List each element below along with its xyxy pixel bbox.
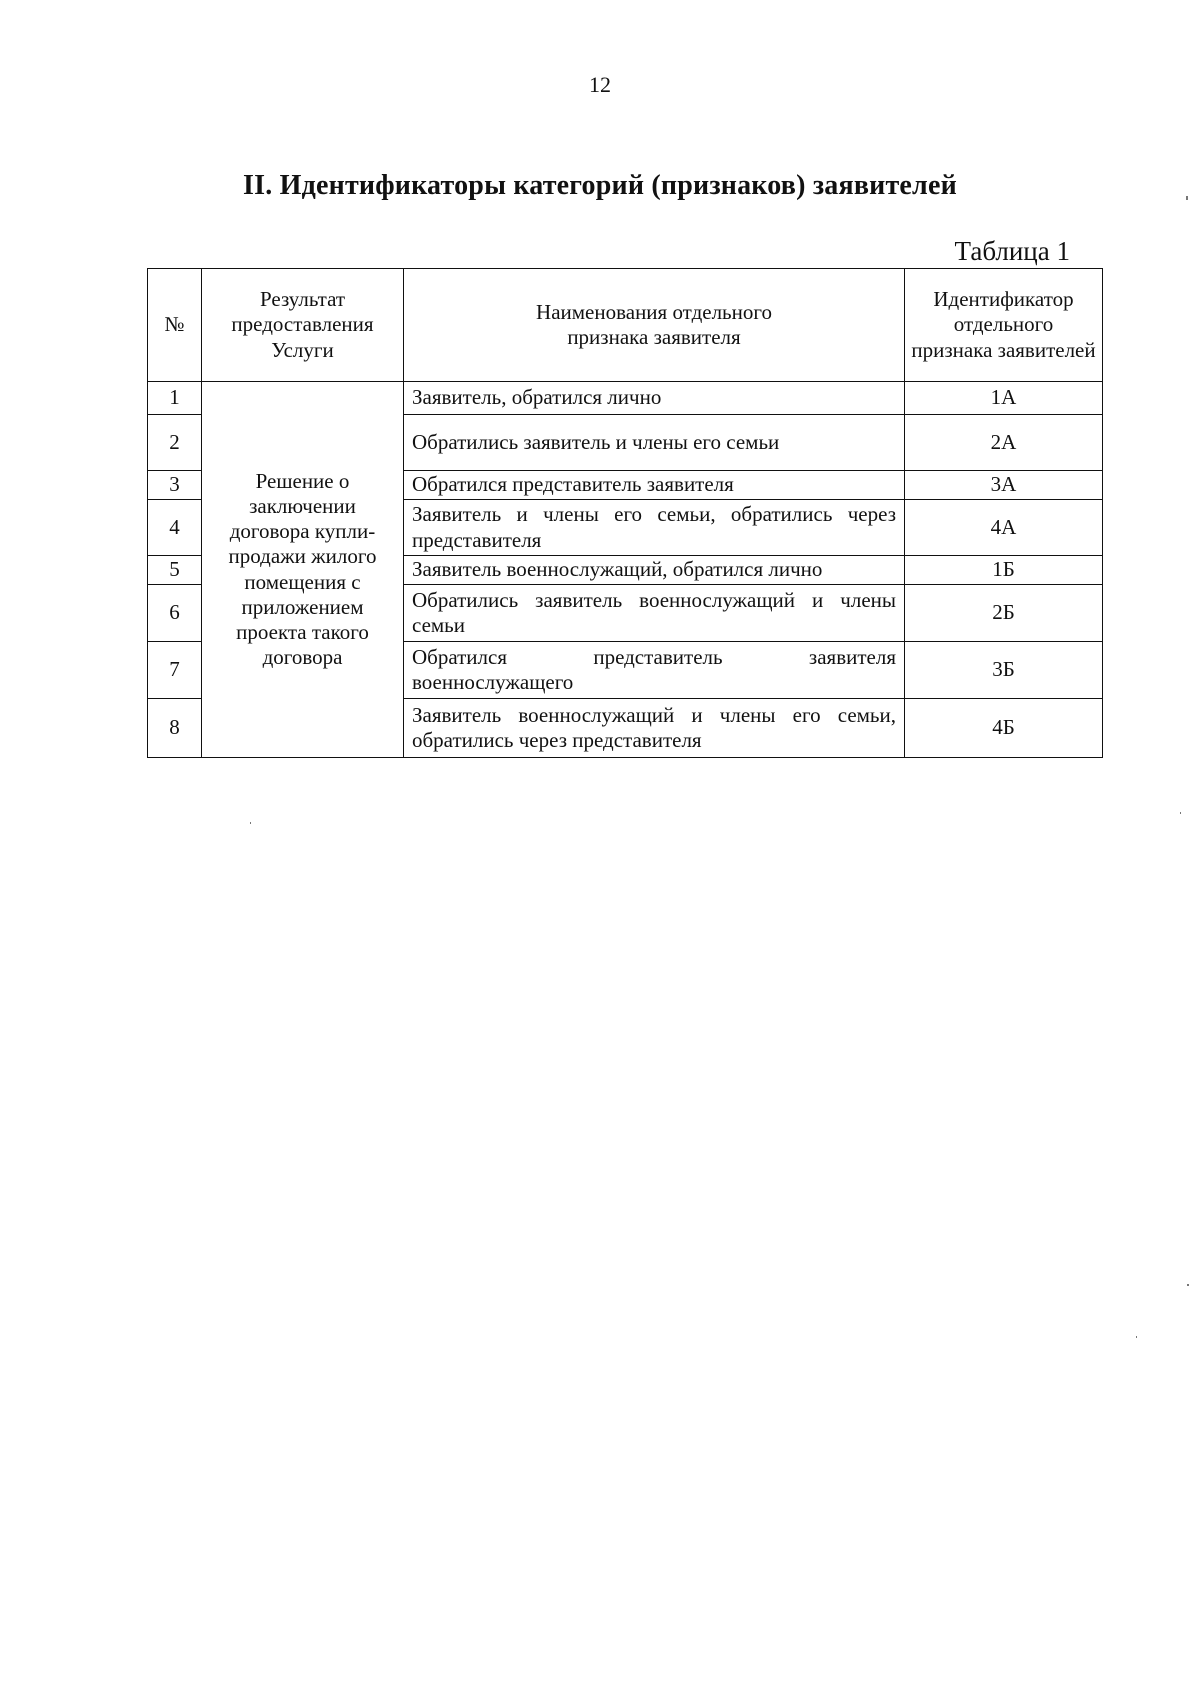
scan-speck [1136,1336,1137,1338]
row-name: Обратились заявитель и члены его семьи [404,415,905,471]
scan-speck [1180,812,1181,814]
row-identifier: 2Б [905,585,1103,642]
row-number: 5 [148,556,202,585]
row-name: Обратились заявитель военнослужащий и члены семьи [404,585,905,642]
row-identifier: 4Б [905,699,1103,758]
header-result: Результат предоставления Услуги [202,269,404,382]
header-name: Наименования отдельного признака заявителя [404,269,905,382]
row-name: Обратился представитель заявителя [404,471,905,500]
row-name: Заявитель военнослужащий и члены его семьи, обратились через представителя [404,699,905,758]
page-number: 12 [589,72,611,97]
header-identifier: Идентификатор отдельного признака заявителей [905,269,1103,382]
row-name: Обратился представитель заявителя военнослужащего [404,642,905,699]
header-number: № [148,269,202,382]
row-name: Заявитель и члены его семьи, обратились через представителя [404,500,905,556]
table-row [148,382,1103,415]
row-identifier: 1А [905,382,1103,415]
row-number: 2 [148,415,202,471]
row-name: Заявитель, обратился лично [404,382,905,415]
row-name: Заявитель военнослужащий, обратился лично [404,556,905,585]
row-identifier: 2А [905,415,1103,471]
row-identifier: 1Б [905,556,1103,585]
row-identifier: 4А [905,500,1103,556]
row-number: 1 [148,382,202,415]
row-identifier: 3Б [905,642,1103,699]
scan-speck [1187,1284,1189,1286]
row-number: 6 [148,585,202,642]
row-number: 8 [148,699,202,758]
row-number: 4 [148,500,202,556]
row-number: 7 [148,642,202,699]
table-caption: Таблица 1 [954,236,1070,266]
table-header-row [148,269,1103,382]
row-number: 3 [148,471,202,500]
applicant-identifiers-table [147,268,1103,758]
row-identifier: 3А [905,471,1103,500]
scan-speck [250,822,251,824]
result-cell: Решение о заключении договора купли-продажи жилого помещения с приложением проекта такого договора [202,382,404,758]
scan-speck [1186,196,1188,200]
section-title: II. Идентификаторы категорий (признаков) заявителей [243,170,957,201]
